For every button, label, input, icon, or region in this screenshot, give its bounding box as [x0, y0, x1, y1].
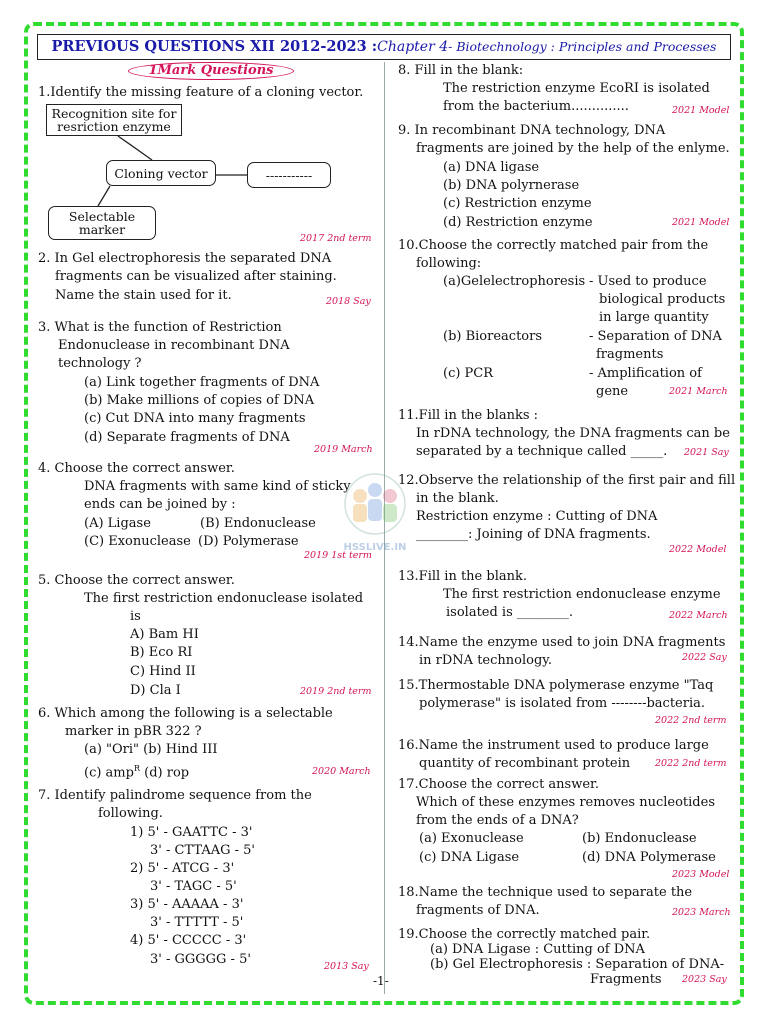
- q4-line-3: ends can be joined by :: [84, 497, 236, 512]
- q10-pair-c-right-2: gene: [596, 384, 629, 399]
- q7-line-2: following.: [98, 806, 163, 821]
- q5-option-c: C) Hind II: [130, 664, 196, 679]
- q13-line-1: 13.Fill in the blank.: [398, 569, 527, 584]
- hsslive-watermark-logo: [338, 472, 412, 553]
- q12-line-2: in the blank.: [416, 491, 499, 506]
- q17-line-1: 17.Choose the correct answer.: [398, 777, 599, 792]
- q7-tag: 2013 Say: [324, 961, 369, 972]
- q15-line-1: 15.Thermostable DNA polymerase enzyme "Taq: [398, 678, 714, 693]
- q10-pair-a-left: (a)Gelelectrophoresis: [443, 274, 586, 289]
- diagram-box1-line2: resriction enzyme: [57, 119, 171, 134]
- q12-tag: 2022 Model: [669, 544, 727, 555]
- page-number: -1-: [373, 974, 389, 988]
- q7-seq-1-bottom: 3' - CTTAAG - 5': [150, 843, 255, 858]
- q1-tag: 2017 2nd term: [300, 233, 372, 244]
- diagram-center-label: Cloning vector: [114, 165, 208, 181]
- q10-pair-c-right-1: - Amplification of: [589, 366, 702, 381]
- q7-seq-3-top: 3) 5' - AAAAA - 3': [130, 897, 244, 912]
- q5-line-1: 5. Choose the correct answer.: [38, 573, 235, 588]
- q14-line-2: in rDNA technology.: [419, 653, 553, 668]
- q5-option-b: B) Eco RI: [130, 645, 193, 660]
- header-subtitle: - Biotechnology : Principles and Processes: [448, 39, 717, 54]
- diagram-blank-label: -----------: [265, 167, 313, 183]
- q11-line-3: separated by a technique called _____.: [416, 444, 668, 459]
- q9-line-2: fragments are joined by the help of the enlyme.: [416, 141, 730, 156]
- q9-tag: 2021 Model: [672, 217, 730, 228]
- watermark-children-icon: [338, 472, 412, 538]
- q5-tag: 2019 2nd term: [300, 686, 372, 697]
- q11-line-2: In rDNA technology, the DNA fragments can be: [416, 426, 730, 441]
- section-title: 1Mark Questions: [128, 62, 294, 80]
- q6-line-2: marker in pBR 322 ?: [65, 724, 202, 739]
- q5-line-3: is: [130, 609, 141, 624]
- q6-option-c: (c) amp: [84, 765, 134, 781]
- q13-line-2: The first restriction endonuclease enzyme: [443, 587, 721, 602]
- q3-option-d: (d) Separate fragments of DNA: [84, 430, 290, 445]
- diagram-box1-line1: Recognition site for: [51, 106, 177, 121]
- q2-line-2: fragments can be visualized after staining.: [55, 269, 337, 284]
- q19-option-b-cont: Fragments: [590, 972, 662, 987]
- q7-seq-2-bottom: 3' - TAGC - 5': [150, 879, 237, 894]
- q9-option-c: (c) Restriction enzyme: [443, 196, 592, 211]
- q10-pair-a-right-3: in large quantity: [599, 310, 709, 325]
- q12-line-4: ________: Joining of DNA fragments.: [416, 527, 651, 542]
- q3-line-2: Endonuclease in recombinant DNA: [58, 338, 290, 353]
- q7-seq-4-top: 4) 5' - CCCCC - 3': [130, 933, 247, 948]
- q10-pair-b-right-2: fragments: [596, 347, 664, 362]
- q10-pair-c-left: (c) PCR: [443, 366, 494, 381]
- q12-line-3: Restriction enzyme : Cutting of DNA: [416, 509, 658, 524]
- q19-option-b: (b) Gel Electrophoresis : Separation of DNA-: [430, 957, 725, 972]
- q10-line-2: following:: [416, 256, 482, 271]
- q19-tag: 2023 Say: [682, 974, 727, 985]
- q6-option-c-superscript: R: [133, 764, 140, 773]
- q17-option-c: (c) DNA Ligase: [419, 850, 520, 865]
- q18-tag: 2023 March: [672, 907, 731, 918]
- q6-line-1: 6. Which among the following is a selectable: [38, 706, 333, 721]
- q2-line-1: 2. In Gel electrophoresis the separated DNA: [38, 251, 332, 266]
- q4-option-b: (B) Endonuclease: [200, 516, 316, 531]
- q10-pair-b-left: (b) Bioreactors: [443, 329, 543, 344]
- q17-option-d: (d) DNA Polymerase: [582, 850, 716, 865]
- q7-seq-4-bottom: 3' - GGGGG - 5': [150, 952, 251, 967]
- q10-line-1: 10.Choose the correctly matched pair from the: [398, 238, 709, 253]
- q4-option-d: (D) Polymerase: [198, 534, 299, 549]
- q10-tag: 2021 March: [669, 386, 728, 397]
- q14-line-1: 14.Name the enzyme used to join DNA fragments: [398, 635, 726, 650]
- q5-option-a: A) Bam HI: [130, 627, 199, 642]
- q10-pair-a-right-2: biological products: [599, 292, 726, 307]
- q10-pair-b-right-1: - Separation of DNA: [589, 329, 722, 344]
- diagram-connectors: [0, 0, 384, 260]
- q7-line-1: 7. Identify palindrome sequence from the: [38, 788, 312, 803]
- q7-seq-2-top: 2) 5' - ATCG - 3': [130, 861, 235, 876]
- q18-line-1: 18.Name the technique used to separate the: [398, 885, 693, 900]
- q17-line-2: Which of these enzymes removes nucleotides: [416, 795, 715, 810]
- q17-line-3: from the ends of a DNA?: [416, 813, 579, 828]
- q8-line-2: The restriction enzyme EcoRI is isolated: [443, 81, 710, 96]
- q16-tag: 2022 2nd term: [655, 758, 727, 769]
- q10-pair-a-right-1: - Used to produce: [589, 274, 707, 289]
- q12-line-1: 12.Observe the relationship of the first pair and fill: [398, 473, 736, 488]
- q3-option-b: (b) Make millions of copies of DNA: [84, 393, 315, 408]
- q8-line-3: from the bacterium..............: [443, 99, 629, 114]
- q17-tag: 2023 Model: [672, 869, 730, 880]
- q4-option-a: (A) Ligase: [84, 516, 151, 531]
- q13-tag: 2022 March: [669, 610, 728, 621]
- q2-tag: 2018 Say: [326, 296, 371, 307]
- q6-tag: 2020 March: [312, 766, 371, 777]
- q11-line-1: 11.Fill in the blanks :: [398, 408, 539, 423]
- q9-option-b: (b) DNA polyrnerase: [443, 178, 580, 193]
- q9-option-d: (d) Restriction enzyme: [443, 215, 593, 230]
- q3-option-c: (c) Cut DNA into many fragments: [84, 411, 306, 426]
- q17-option-a: (a) Exonuclease: [419, 831, 524, 846]
- header-chapter: Chapter 4: [377, 39, 449, 55]
- q14-tag: 2022 Say: [682, 652, 727, 663]
- q13-line-3: isolated is ________.: [446, 605, 574, 620]
- q17-option-b: (b) Endonuclease: [582, 831, 697, 846]
- q3-line-1: 3. What is the function of Restriction: [38, 320, 282, 335]
- q2-line-3: Name the stain used for it.: [55, 288, 232, 303]
- q7-seq-1-top: 1) 5' - GAATTC - 3': [130, 825, 253, 840]
- watermark-text: HSSLIVE.IN: [343, 542, 407, 553]
- q4-option-c: (C) Exonuclease: [84, 534, 191, 549]
- q8-line-1: 8. Fill in the blank:: [398, 63, 524, 78]
- q6-option-d: (d) rop: [140, 765, 190, 781]
- q19-line-1: 19.Choose the correctly matched pair.: [398, 927, 651, 942]
- diagram-box3-line2: marker: [78, 222, 126, 237]
- q8-tag: 2021 Model: [672, 105, 730, 116]
- q6-options-row-2: [84, 761, 189, 780]
- q15-tag: 2022 2nd term: [655, 715, 727, 726]
- q15-line-2: polymerase" is isolated from --------bacteria.: [419, 696, 705, 711]
- q1-text: 1.Identify the missing feature of a cloning vector.: [38, 85, 364, 100]
- q16-line-2: quantity of recombinant protein: [419, 756, 631, 771]
- q9-option-a: (a) DNA ligase: [443, 160, 540, 175]
- q18-line-2: fragments of DNA.: [416, 903, 540, 918]
- q5-option-d: D) Cla I: [130, 683, 181, 698]
- q4-line-1: 4. Choose the correct answer.: [38, 461, 235, 476]
- q4-tag: 2019 1st term: [304, 550, 372, 561]
- q3-tag: 2019 March: [314, 444, 373, 455]
- q7-seq-3-bottom: 3' - TTTTT - 5': [150, 915, 244, 930]
- header-title: PREVIOUS QUESTIONS XII 2012-2023 :: [51, 38, 378, 55]
- q4-line-2: DNA fragments with same kind of sticky: [84, 479, 351, 494]
- q9-line-1: 9. In recombinant DNA technology, DNA: [398, 123, 666, 138]
- q5-line-2: The first restriction endonuclease isolated: [84, 591, 364, 606]
- diagram-box3-line1: Selectable: [68, 209, 136, 224]
- q3-line-3: technology ?: [58, 356, 142, 371]
- q11-tag: 2021 Say: [684, 447, 729, 458]
- q3-option-a: (a) Link together fragments of DNA: [84, 375, 320, 390]
- q19-option-a: (a) DNA Ligase : Cutting of DNA: [430, 942, 645, 957]
- q6-options-row-1: (a) "Ori" (b) Hind III: [84, 742, 218, 757]
- q16-line-1: 16.Name the instrument used to produce large: [398, 738, 709, 753]
